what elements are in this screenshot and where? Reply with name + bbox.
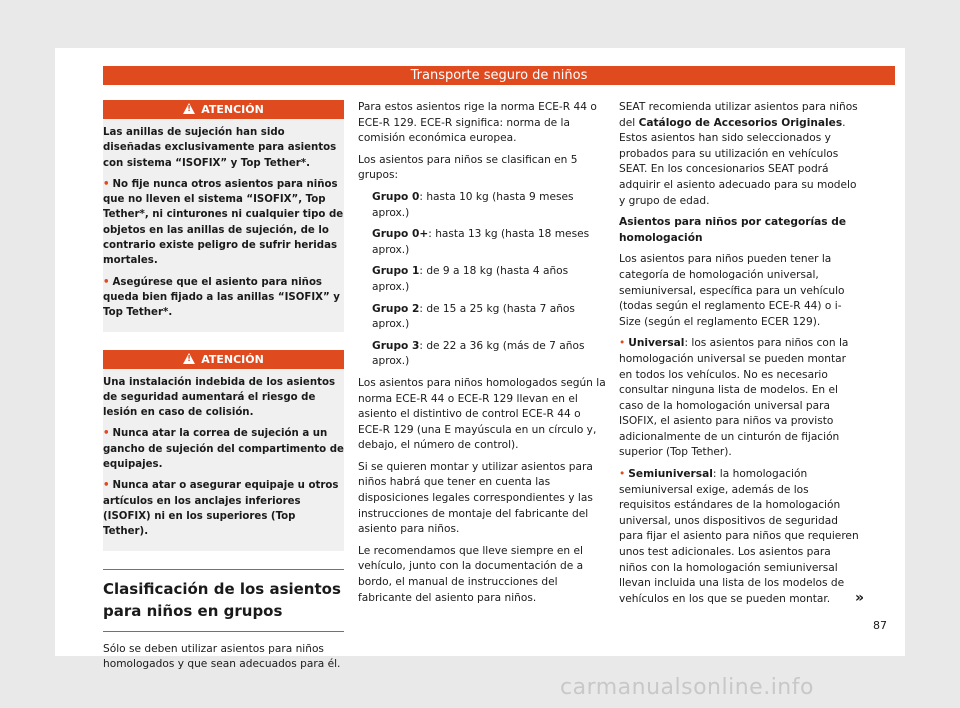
paragraph: Los asientos para niños homologados según la norma ECE-R 44 o ECE-R 129 llevan en el asiento el distintivo de control ECE-R 44 o ECE-R 129 (una E mayúscula en un círculo y, debajo, el número de control). <box>358 376 606 452</box>
group-item: Grupo 0+: hasta 13 kg (hasta 18 meses aprox.) <box>372 228 590 256</box>
list-item: • Universal: los asientos para niños con la homologación universal se pueden montar en todos los vehículos. No es necesario consultar ninguna lista de modelos. En el caso de la homologación universal para ISOFIX, el asiento para niños va provisto adicionalmente de un cinturón de fijación superior (Top Tether). <box>619 337 849 459</box>
warning-intro: Las anillas de sujeción han sido diseñadas exclusivamente para asientos con sistema “ISOFIX” y Top Tether*. <box>103 127 337 169</box>
group-item: Grupo 1: de 9 a 18 kg (hasta 4 años aprox.) <box>372 265 569 293</box>
bullet-icon: • <box>103 276 110 288</box>
bullet-icon: • <box>619 468 626 481</box>
continue-arrow-icon: » <box>855 590 865 606</box>
page-header: Transporte seguro de niños <box>103 66 895 85</box>
paragraph: Los asientos para niños se clasifican en 5 grupos: <box>358 153 578 182</box>
warning-icon <box>183 353 195 364</box>
bullet-icon: • <box>103 480 110 492</box>
watermark: carmanualsonline.info <box>560 675 814 700</box>
subsection-title: Asientos para niños por categorías de homologación <box>619 216 847 244</box>
warning-item: • No fije nunca otros asientos para niños que no lleven el sistema “ISOFIX”, Top Tether*, ni cinturones ni cualquier tipo de objetos en las anillas de sujeción, de lo contrario existe peligro de sufrir heridas mortales. <box>103 178 344 267</box>
paragraph: SEAT recomienda utilizar asientos para niños del Catálogo de Accesorios Originales. Estos asientos han sido seleccionados y probados para su utilización en vehículos SEAT. En los concesionarios SEAT podrá adquirir el asiento adecuado para su modelo y grupo de edad. <box>619 101 858 207</box>
catalog-link-text: Catálogo de Accesorios Originales <box>638 116 843 129</box>
group-item: Grupo 3: de 22 a 36 kg (más de 7 años aprox.) <box>372 339 585 368</box>
paragraph: Le recomendamos que lleve siempre en el vehículo, junto con la documentación de a bordo, el manual de instrucciones del fabricante del asiento para niños. <box>358 544 584 604</box>
section-title: Clasificación de los asientos para niños en grupos <box>103 569 344 632</box>
warning-box-1 <box>103 100 344 332</box>
warning-icon <box>183 103 195 114</box>
bullet-icon: • <box>619 337 626 350</box>
column-left <box>103 100 344 679</box>
bullet-icon: • <box>103 428 110 440</box>
warning-item: • Nunca atar o asegurar equipaje u otros artículos en los anclajes inferiores (ISOFIX) ni en los superiores (Top Tether). <box>103 480 339 538</box>
paragraph: Si se quieren montar y utilizar asientos para niños habrá que tener en cuenta las disposiciones legales correspondientes y las instrucciones de montaje del fabricante del asiento para niños. <box>358 460 593 536</box>
group-item: Grupo 0: hasta 10 kg (hasta 9 meses aprox.) <box>372 190 574 219</box>
warning-header: !ATENCIÓN <box>103 100 344 119</box>
bullet-icon: • <box>103 178 110 190</box>
warning-box-2 <box>103 350 344 551</box>
page-number: 87 <box>873 619 887 632</box>
manual-page <box>55 48 905 671</box>
warning-header: !ATENCIÓN <box>103 350 344 369</box>
section-intro: Sólo se deben utilizar asientos para niños homologados y que sean adecuados para él. <box>103 642 341 671</box>
paragraph: Para estos asientos rige la norma ECE-R 44 o ECE-R 129. ECE-R significa: norma de la comisión económica europea. <box>358 101 597 145</box>
column-middle <box>358 100 606 612</box>
column-right <box>619 100 860 613</box>
group-item: Grupo 2: de 15 a 25 kg (hasta 7 años aprox.) <box>372 302 575 331</box>
warning-item: • Nunca atar la correa de sujeción a un gancho de sujeción del compartimento de equipajes. <box>103 428 344 471</box>
list-item: • Semiuniversal: la homologación semiuniversal exige, además de los requisitos estándares de la homologación universal, unos dispositivos de seguridad para fijar el asiento para niños que requieren unos test adicionales. Los asientos para niños con la homologación semiuniversal llevan incluida una lista de los modelos de vehículos en los que se pueden montar. <box>619 468 859 605</box>
warning-intro: Una instalación indebida de los asientos de seguridad aumentará el riesgo de lesión en caso de colisión. <box>103 376 336 419</box>
paragraph: Los asientos para niños pueden tener la categoría de homologación universal, semiuniversal, específica para un vehículo (todas según el reglamento ECE-R 44) o i-Size (según el reglamento ECER 129). <box>619 253 845 328</box>
warning-item: • Asegúrese que el asiento para niños queda bien fijado a las anillas “ISOFIX” y Top Tether*. <box>103 276 340 319</box>
